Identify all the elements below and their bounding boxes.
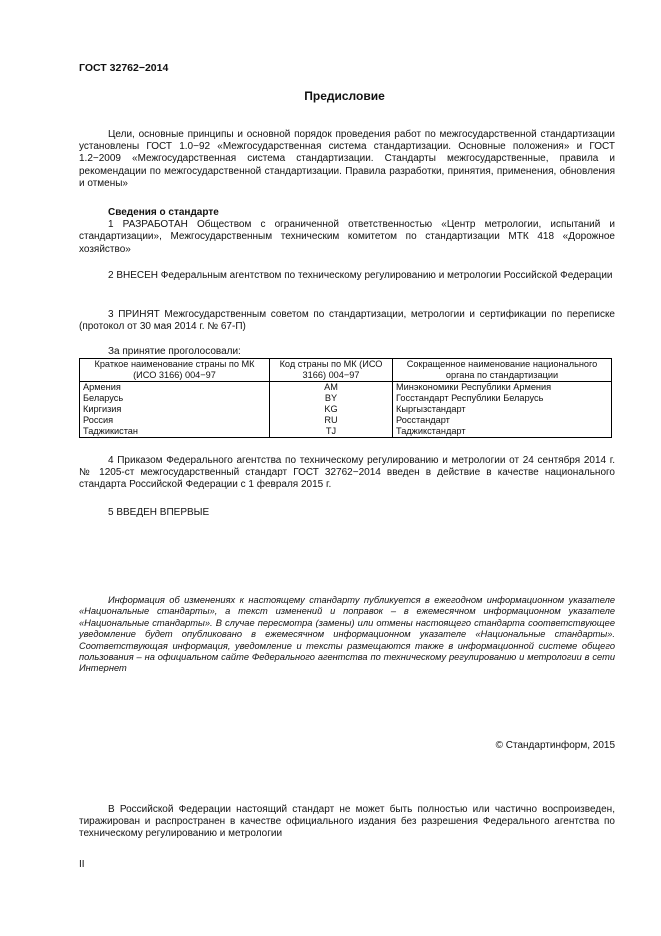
country-cell: Таджикистан — [80, 426, 270, 438]
table-row — [80, 404, 612, 415]
standard-info-item-2-block — [79, 270, 615, 282]
table-row — [80, 393, 612, 404]
standard-info-item-3-block — [79, 309, 615, 333]
restriction-notice: В Российской Федерации настоящий стандарт не может быть полностью или частично воспроизведен, тиражирован и распространен в качестве официального издания без разрешения Федерального агентства по техническому регулированию и метрологии — [79, 804, 615, 840]
standard-info-item-2: 2 ВНЕСЕН Федеральным агентством по техническому регулированию и метрологии Российской Федерации — [108, 270, 613, 281]
standard-info-item-4: 4 Приказом Федерального агентства по техническому регулированию и метрологии от 24 сентября 2014 г. № 1205-ст межгосударственный стандарт ГОСТ 32762−2014 введен в действие в качестве национального стандарта Российской Федерации с 1 февраля 2015 г. — [79, 455, 615, 491]
page-title-text: Предисловие — [304, 89, 385, 103]
country-cell: Киргизия — [80, 404, 270, 415]
table-row — [80, 382, 612, 394]
standard-info-heading: Сведения о стандарте — [108, 207, 219, 218]
vote-table-header-code: Код страны по МК (ИСО 3166) 004−97 — [270, 359, 393, 382]
country-cell: Армения — [80, 382, 270, 394]
standard-info-section — [79, 207, 615, 256]
standard-info-item-5: 5 ВВЕДЕН ВПЕРВЫЕ — [108, 507, 210, 518]
code-cell: TJ — [270, 426, 393, 438]
country-cell: Россия — [80, 415, 270, 426]
body-cell: Таджикстандарт — [393, 426, 612, 438]
table-row — [80, 426, 612, 438]
vote-table-header-country: Краткое наименование страны по МК (ИСО 3166) 004−97 — [80, 359, 270, 382]
standard-info-item-5-block — [79, 507, 615, 519]
document-code-header: ГОСТ 32762−2014 — [79, 62, 169, 74]
vote-table — [79, 358, 612, 438]
vote-table-header-row — [80, 359, 612, 382]
changes-info-notice: Информация об изменениях к настоящему стандарту публикуется в ежегодном информационном указателе «Национальные стандарты», а текст изменений и поправок – в ежемесячном информационном указателе «Национальные стандарты». В случае пересмотра (замены) или отмены настоящего стандарта соответствующее уведомление будет опубликовано в ежемесячном информационном указателе «Национальные стандарты». Соответствующая информация, уведомление и тексты размещаются также в информационной системе общего пользования – на официальном сайте Федерального агентства по техническому регулированию и метрологии в сети Интернет — [79, 595, 615, 674]
page-title — [0, 89, 661, 103]
body-cell: Минэкономики Республики Армения — [393, 382, 612, 394]
country-cell: Беларусь — [80, 393, 270, 404]
standard-info-item-1: 1 РАЗРАБОТАН Обществом с ограниченной ответственностью «Центр метрологии, испытаний и стандартизации», Межгосударственным техническим комитетом по стандартизации МТК 418 «Дорожное хозяйство» — [79, 219, 615, 255]
vote-table-header-body: Сокращенное наименование национального органа по стандартизации — [393, 359, 612, 382]
vote-caption: За принятие проголосовали: — [108, 346, 241, 357]
body-cell: Госстандарт Республики Беларусь — [393, 393, 612, 404]
standard-info-item-3: 3 ПРИНЯТ Межгосударственным советом по стандартизации, метрологии и сертификации по переписке (протокол от 30 мая 2014 г. № 67-П) — [79, 309, 615, 333]
copyright: © Стандартинформ, 2015 — [495, 740, 615, 751]
code-cell: KG — [270, 404, 393, 415]
restriction-section — [79, 804, 615, 841]
standard-info-item-4-block — [79, 455, 615, 492]
vote-table-wrapper — [79, 358, 612, 438]
body-cell: Кыргызстандарт — [393, 404, 612, 415]
table-row — [80, 415, 612, 426]
body-cell: Росстандарт — [393, 415, 612, 426]
page-number: II — [79, 859, 85, 870]
code-cell: BY — [270, 393, 393, 404]
intro-section — [79, 129, 615, 190]
code-cell: AM — [270, 382, 393, 394]
intro-paragraph: Цели, основные принципы и основной порядок проведения работ по межгосударственной стандартизации установлены ГОСТ 1.0−92 «Межгосударственная система стандартизации. Основные положения» и ГОСТ 1.2−2009 «Межгосударственная система стандартизации. Стандарты межгосударственные, правила и рекомендации по межгосударственной стандартизации. Правила разработки, принятия, применения, обновления и отмены» — [79, 129, 615, 189]
code-cell: RU — [270, 415, 393, 426]
